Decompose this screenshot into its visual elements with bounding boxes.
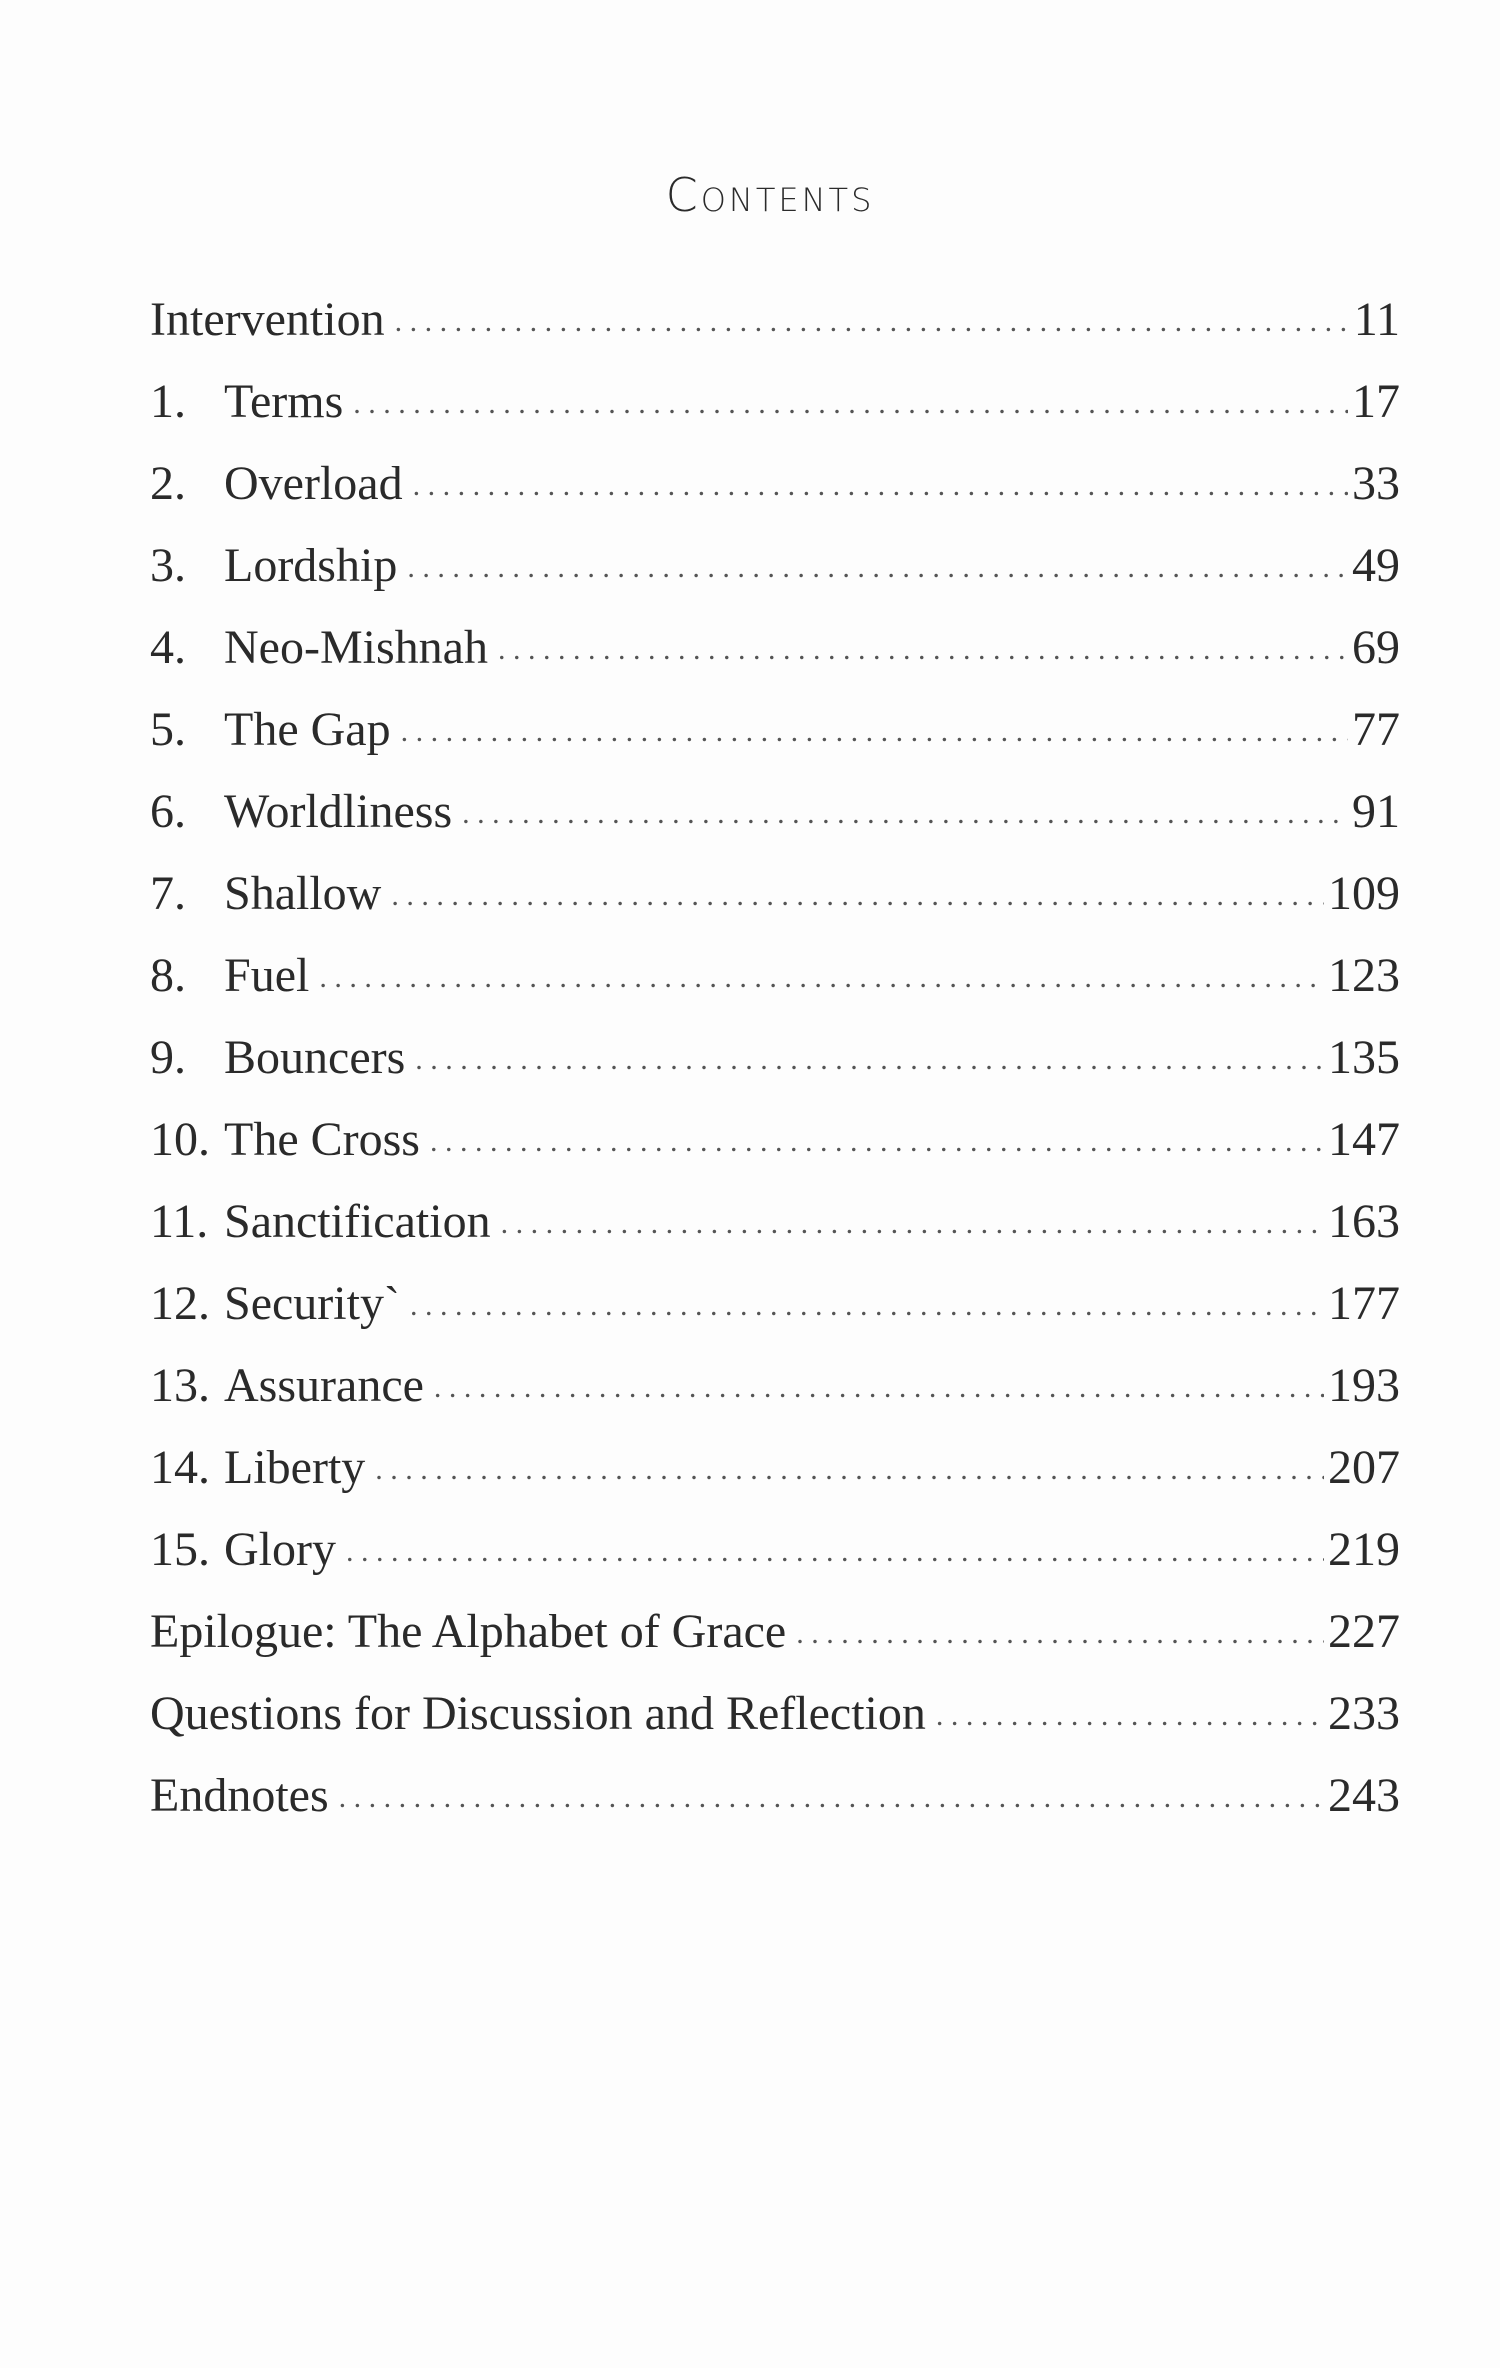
toc-entry xyxy=(150,1276,1400,1358)
toc-entry-page: 177 xyxy=(1328,1277,1400,1330)
toc-entry xyxy=(150,1030,1400,1112)
toc-leader-dots xyxy=(401,715,1348,749)
toc-entry-page: 33 xyxy=(1352,457,1400,510)
toc-entry-page: 163 xyxy=(1328,1195,1400,1248)
toc-entry-number: 1. xyxy=(150,375,186,428)
toc-entry xyxy=(150,702,1400,784)
toc-entry xyxy=(150,1604,1400,1686)
toc-entry-page: 11 xyxy=(1353,293,1400,346)
toc-entry-page: 147 xyxy=(1328,1113,1400,1166)
toc-entry xyxy=(150,456,1400,538)
toc-entry-label: Security` xyxy=(224,1277,400,1330)
toc-entry-number: 8. xyxy=(150,949,186,1002)
toc-leader-dots xyxy=(434,1371,1324,1405)
toc-entry-page: 219 xyxy=(1328,1523,1400,1576)
toc-entry-number: 15. xyxy=(150,1523,210,1576)
toc-entry xyxy=(150,292,1400,374)
toc-entry-page: 135 xyxy=(1328,1031,1400,1084)
toc-entry-number: 10. xyxy=(150,1113,210,1166)
toc-entry-label: Sanctification xyxy=(224,1195,491,1248)
page-title: Contents xyxy=(665,168,875,222)
toc-entry-page: 123 xyxy=(1328,949,1400,1002)
toc-leader-dots xyxy=(462,797,1348,831)
toc-leader-dots xyxy=(430,1125,1324,1159)
toc-entry-label: Epilogue: The Alphabet of Grace xyxy=(150,1605,787,1658)
toc-leader-dots xyxy=(319,961,1324,995)
toc-entry-number: 5. xyxy=(150,703,186,756)
toc-entry xyxy=(150,1112,1400,1194)
toc-entry-number: 12. xyxy=(150,1277,210,1330)
table-of-contents xyxy=(150,292,1400,1850)
toc-entry-page: 77 xyxy=(1352,703,1400,756)
toc-leader-dots xyxy=(501,1207,1324,1241)
toc-entry-label: Shallow xyxy=(224,867,382,920)
toc-entry-number: 13. xyxy=(150,1359,210,1412)
toc-leader-dots xyxy=(407,551,1348,585)
toc-entry-label: Lordship xyxy=(224,539,398,592)
toc-entry xyxy=(150,1686,1400,1768)
toc-entry-number: 6. xyxy=(150,785,186,838)
toc-entry xyxy=(150,1522,1400,1604)
toc-leader-dots xyxy=(410,1289,1324,1323)
toc-leader-dots xyxy=(395,305,1350,339)
toc-entry-label: Worldliness xyxy=(224,785,453,838)
toc-entry-label: Questions for Discussion and Reflection xyxy=(150,1687,926,1740)
toc-entry xyxy=(150,620,1400,702)
toc-entry-number: 7. xyxy=(150,867,186,920)
toc-entry-page: 233 xyxy=(1328,1687,1400,1740)
toc-entry-label: Endnotes xyxy=(150,1769,329,1822)
toc-entry xyxy=(150,374,1400,456)
toc-entry-page: 193 xyxy=(1328,1359,1400,1412)
toc-entry xyxy=(150,866,1400,948)
toc-entry-label: Assurance xyxy=(224,1359,424,1412)
toc-entry-number: 11. xyxy=(150,1195,209,1248)
toc-leader-dots xyxy=(796,1617,1324,1651)
toc-entry xyxy=(150,1194,1400,1276)
toc-entry-page: 227 xyxy=(1328,1605,1400,1658)
toc-entry-label: The Cross xyxy=(224,1113,420,1166)
toc-entry-label: Neo-Mishnah xyxy=(224,621,488,674)
toc-entry xyxy=(150,948,1400,1030)
toc-entry xyxy=(150,538,1400,620)
toc-entry-number: 3. xyxy=(150,539,186,592)
toc-leader-dots xyxy=(375,1453,1324,1487)
toc-leader-dots xyxy=(936,1699,1324,1733)
toc-leader-dots xyxy=(339,1781,1324,1815)
toc-leader-dots xyxy=(498,633,1348,667)
toc-entry-page: 17 xyxy=(1352,375,1400,428)
toc-leader-dots xyxy=(353,387,1348,421)
toc-entry-page: 243 xyxy=(1328,1769,1400,1822)
toc-entry-page: 69 xyxy=(1352,621,1400,674)
toc-entry xyxy=(150,1440,1400,1522)
toc-entry-label: The Gap xyxy=(224,703,391,756)
toc-leader-dots xyxy=(391,879,1324,913)
toc-entry-page: 91 xyxy=(1352,785,1400,838)
toc-entry xyxy=(150,784,1400,866)
toc-entry-label: Overload xyxy=(224,457,403,510)
toc-entry-page: 109 xyxy=(1328,867,1400,920)
toc-entry-page: 207 xyxy=(1328,1441,1400,1494)
toc-entry-label: Liberty xyxy=(224,1441,366,1494)
toc-leader-dots xyxy=(415,1043,1324,1077)
toc-entry-number: 2. xyxy=(150,457,186,510)
toc-entry-number: 4. xyxy=(150,621,186,674)
toc-entry xyxy=(150,1358,1400,1440)
toc-entry-label: Terms xyxy=(224,375,344,428)
toc-entry-label: Bouncers xyxy=(224,1031,406,1084)
toc-leader-dots xyxy=(346,1535,1324,1569)
toc-entry-label: Fuel xyxy=(224,949,310,1002)
toc-entry xyxy=(150,1768,1400,1850)
toc-entry-number: 14. xyxy=(150,1441,210,1494)
toc-leader-dots xyxy=(413,469,1348,503)
toc-entry-number: 9. xyxy=(150,1031,186,1084)
toc-entry-page: 49 xyxy=(1352,539,1400,592)
toc-entry-label: Intervention xyxy=(150,293,385,346)
toc-entry-label: Glory xyxy=(224,1523,336,1576)
